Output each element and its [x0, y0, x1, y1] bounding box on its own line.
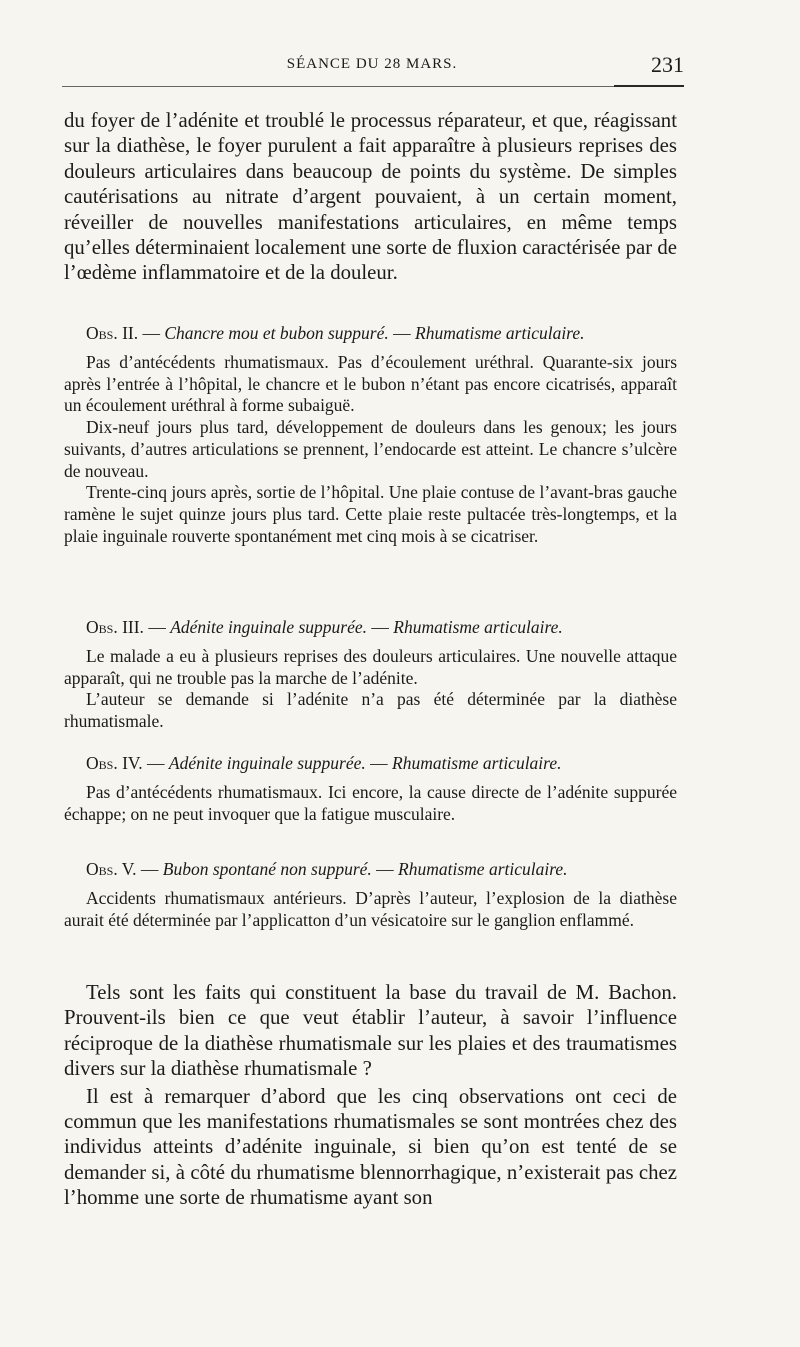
page-header: [62, 54, 682, 84]
header-rule: [62, 86, 684, 87]
observation-paragraph: Trente-cinq jours après, sortie de l’hôpital. Une plaie contuse de l’avant-bras gauche ramène le sujet quinze jours plus tard. Cette plaie reste pultacée très-longtemps, et la plaie inguinale rouverte spontanément met cinq mois à se cicatriser.: [64, 482, 677, 546]
observation-title: Adénite inguinale suppurée.: [170, 617, 368, 637]
observation-label: Obs. II.: [86, 323, 139, 343]
intro-paragraph: du foyer de l’adénite et troublé le processus réparateur, et que, réagissant sur la diathèse, le foyer purulent a fait apparaître à plusieurs reprises des douleurs articulaires dans beaucoup de points du système. De simples cautérisations au nitrate d’argent pouvaient, à un certain moment, réveiller de nouvelles manifestations articulaires, en même temps qu’elles déterminaient localement une sorte de fluxion caractérisée par de l’œdème inflammatoire et de la douleur.: [64, 109, 677, 285]
running-head: SÉANCE DU 28 MARS.: [286, 56, 458, 72]
page-number: 231: [651, 52, 684, 77]
closing-block: [64, 980, 677, 1211]
observation-paragraph: Le malade a eu à plusieurs reprises des douleurs articulaires. Une nouvelle attaque apparaît, qui ne trouble pas la marche de l’adénite.: [64, 646, 677, 688]
observation-label: Obs. V.: [86, 859, 137, 879]
observation-heading: Obs. IV. — Adénite inguinale suppurée. — Rhumatisme articulaire.: [86, 753, 562, 773]
observation-diagnosis: Rhumatisme articulaire.: [392, 753, 562, 773]
observation-label: Obs. IV.: [86, 753, 143, 773]
observation-paragraph: L’auteur se demande si l’adénite n’a pas été déterminée par la diathèse rhumatismale.: [64, 689, 677, 732]
closing-paragraph: Tels sont les faits qui constituent la base du travail de M. Bachon. Prouvent-ils bien ce que veut établir l’auteur, à savoir l’influence réciproque de la diathèse rhumatismale sur les plaies et des traumatismes divers sur la diathèse rhumatismale ?: [64, 981, 677, 1081]
observation-4: [64, 752, 677, 825]
observation-heading: Obs. V. — Bubon spontané non suppuré. — Rhumatisme articulaire.: [86, 859, 568, 879]
intro-block: [64, 108, 677, 286]
observation-paragraph: Pas d’antécédents rhumatismaux. Ici encore, la cause directe de l’adénite suppurée échappe; on ne peut invoquer que la fatigue musculaire.: [64, 782, 677, 824]
observation-title: Chancre mou et bubon suppuré.: [164, 323, 389, 343]
observation-diagnosis: Rhumatisme articulaire.: [393, 617, 563, 637]
observation-heading: Obs. II. — Chancre mou et bubon suppuré. — Rhumatisme articulaire.: [86, 323, 585, 343]
observation-diagnosis: Rhumatisme articulaire.: [415, 323, 585, 343]
observation-title: Bubon spontané non suppuré.: [162, 859, 372, 879]
observation-paragraph: Pas d’antécédents rhumatismaux. Pas d’écoulement uréthral. Quarante-six jours après l’entrée à l’hôpital, le chancre et le bubon n’étant pas encore cicatrisés, apparaît un écoulement uréthral à forme subaiguë.: [64, 352, 677, 416]
observation-5: [64, 858, 677, 931]
observation-title: Adénite inguinale suppurée.: [168, 753, 366, 773]
observation-diagnosis: Rhumatisme articulaire.: [398, 859, 568, 879]
observation-2: [64, 322, 677, 547]
observation-paragraph: Accidents rhumatismaux antérieurs. D’après l’auteur, l’explosion de la diathèse aurait été déterminée par l’applicatton d’un vésicatoire sur le ganglion enflammé.: [64, 888, 677, 930]
closing-paragraph: Il est à remarquer d’abord que les cinq observations ont ceci de commun que les manifestations rhumatismales se sont montrées chez des individus atteints d’adénite inguinale, si bien qu’on est tenté de se demander si, à côté du rhumatisme blennorrhagique, n’existerait pas chez l’homme une sorte de rhumatisme ayant son: [64, 1084, 677, 1210]
observation-paragraph: Dix-neuf jours plus tard, développement de douleurs dans les genoux; les jours suivants, d’autres articulations se prennent, l’endocarde est atteint. Le chancre s’ulcère de nouveau.: [64, 417, 677, 481]
observation-3: [64, 616, 677, 733]
observation-label: Obs. III.: [86, 617, 144, 637]
observation-heading: Obs. III. — Adénite inguinale suppurée. — Rhumatisme articulaire.: [86, 617, 563, 637]
